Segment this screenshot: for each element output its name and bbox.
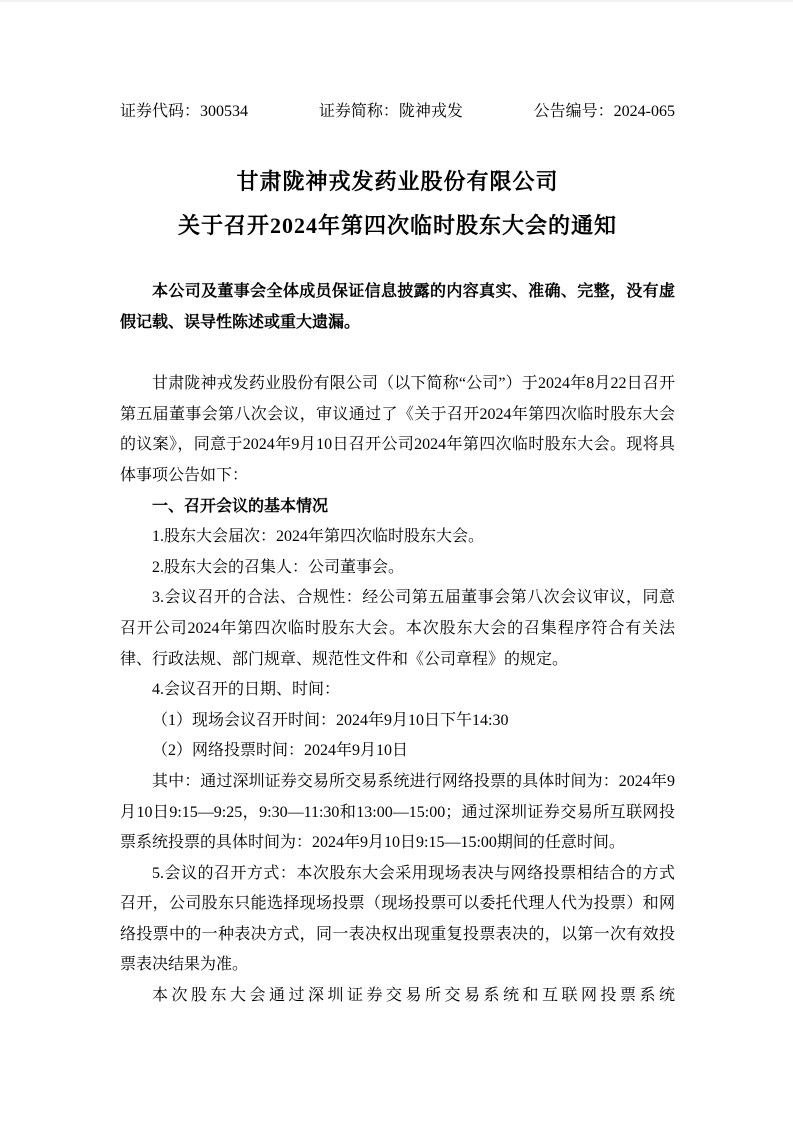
company-name-title-line: 甘肃陇神戎发药业股份有限公司: [236, 169, 559, 194]
stock-short-name: 证券简称：陇神戎发: [318, 103, 463, 120]
section-1-heading: 一、召开会议的基本情况: [152, 497, 329, 515]
intro-paragraph: 甘肃陇神戎发药业股份有限公司（以下简称“公司”）于2024年8月22日召开第五届董事会第八次会议，审议通过了《关于召开2024年第四次临时股东大会的议案》，同意于2024年9月10日召开公司2024年第四次临时股东大会。现将具体事项公告如下：: [120, 375, 675, 484]
item-4-voting-time-detail: 其中：通过深圳证券交易所交易系统进行网络投票的具体时间为：2024年9月10日9:15—9:25，9:30—11:30和13:00—15:00；通过深圳证券交易所互联网投票系统投票的具体时间为：2024年9月10日9:15—15:00期间的任意时间。: [120, 772, 675, 852]
item-4-sub-2-online-vote-time: （2）网络投票时间：2024年9月10日: [152, 742, 409, 760]
notice-title-line: 关于召开2024年第四次临时股东大会的通知: [177, 213, 617, 238]
document-header: [120, 96, 675, 127]
item-1-session: 1.股东大会届次：2024年第四次临时股东大会。: [152, 528, 485, 546]
item-4-sub-1-onsite-time: （1）现场会议召开时间：2024年9月10日下午14:30: [152, 711, 509, 729]
item-4-date-time: 4.会议召开的日期、时间：: [152, 681, 341, 699]
document-title: [120, 160, 675, 248]
stock-code: 证券代码：300534: [120, 103, 249, 120]
disclaimer-paragraph: 本公司及董事会全体成员保证信息披露的内容真实、准确、完整，没有虚假记载、误导性陈述或重大遗漏。: [120, 283, 675, 331]
item-3-legality: 3.会议召开的合法、合规性：经公司第五届董事会第八次会议审议，同意召开公司2024年第四次临时股东大会。本次股东大会的召集程序符合有关法律、行政法规、部门规章、规范性文件和《公司章程》的规定。: [120, 589, 675, 668]
continued-paragraph-first-line: 本次股东大会通过深圳证券交易所交易系统和互联网投票系统: [152, 987, 675, 1005]
announcement-number: 公告编号：2024-065: [533, 103, 675, 120]
document-body: [120, 369, 675, 1011]
item-5-meeting-method: 5.会议的召开方式：本次股东大会采用现场表决与网络投票相结合的方式召开，公司股东只能选择现场投票（现场投票可以委托代理人代为投票）和网络投票中的一种表决方式，同一表决权出现重复投票表决的，以第一次有效投票表决结果为准。: [120, 864, 675, 974]
page-top-edge: [0, 0, 793, 2]
item-2-convener: 2.股东大会的召集人：公司董事会。: [152, 558, 405, 576]
